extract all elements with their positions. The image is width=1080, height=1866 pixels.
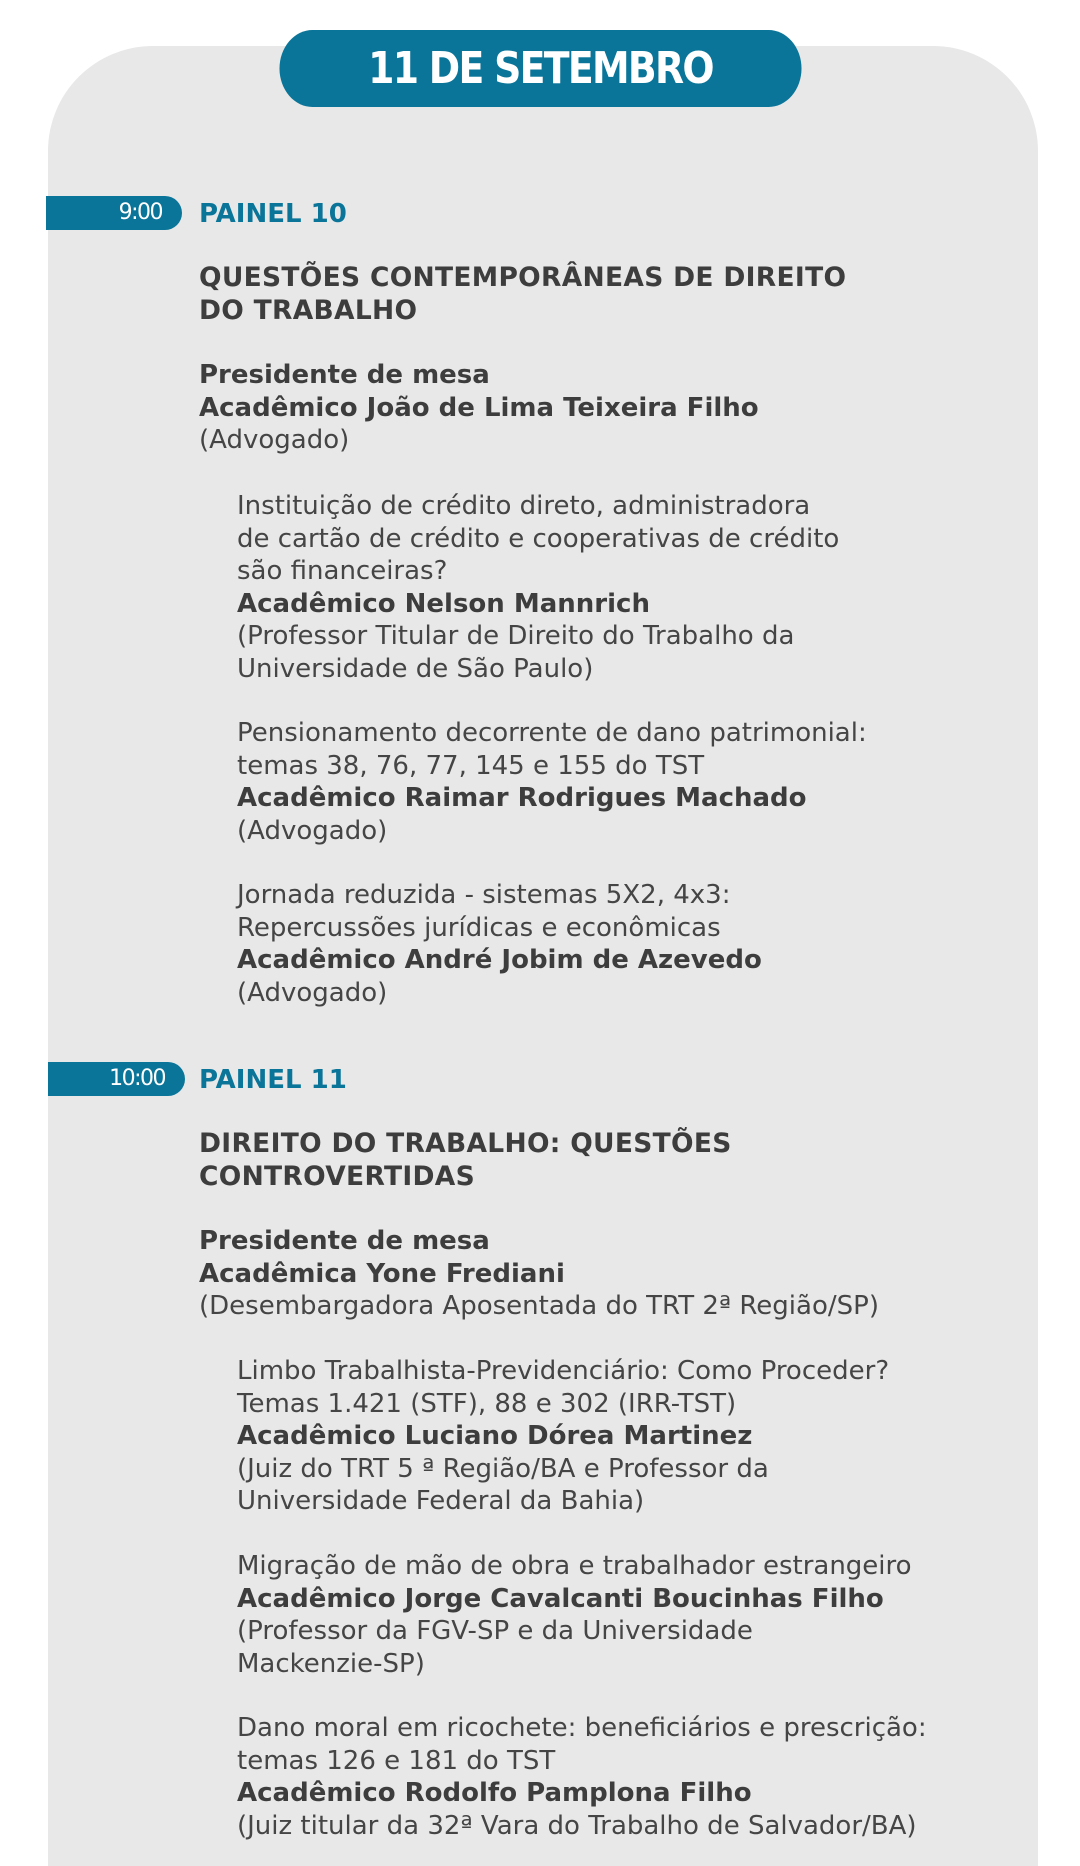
talk-item [237,1355,889,1518]
talk-item [237,879,762,1009]
talk-role: (Advogado) [237,977,388,1008]
talk-topic: de cartão de crédito e cooperativas de crédito [237,523,840,554]
talk-topic: Pensionamento decorrente de dano patrimonial: [237,718,867,748]
panel-label: PAINEL 11 [199,1065,347,1095]
talk-speaker: Acadêmico Jorge Cavalcanti Boucinhas Filho [237,1583,884,1614]
talk-topic: Limbo Trabalhista-Previdenciário: Como Proceder? [237,1356,890,1386]
president-name: Acadêmica Yone Frediani [199,1258,565,1289]
president-role: (Desembargadora Aposentada do TRT 2ª Região/SP) [199,1291,879,1321]
panel-label: PAINEL 10 [199,199,347,229]
panel-title: DIREITO DO TRABALHO: QUESTÕES CONTROVERTIDAS [199,1128,732,1192]
talk-topic: Instituição de crédito direto, administradora [237,491,811,521]
time-badge: 10:00 [48,1062,185,1096]
panel-president [199,359,759,457]
talk-role: Mackenzie-SP) [237,1648,425,1679]
talk-item [237,717,867,847]
date-header: 11 DE SETEMBRO [279,30,801,107]
talk-speaker: Acadêmico Rodolfo Pamplona Filho [237,1778,752,1808]
talk-speaker: Acadêmico Luciano Dórea Martinez [237,1421,753,1451]
talk-role: (Professor da FGV-SP e da Universidade [237,1616,753,1646]
president-name: Acadêmico João de Lima Teixeira Filho [199,392,759,423]
talk-item [237,1712,927,1842]
panel-president [199,1225,879,1323]
talk-role: (Juiz titular da 32ª Vara do Trabalho de Salvador/BA) [237,1810,917,1841]
talk-topic: temas 38, 76, 77, 145 e 155 do TST [237,750,705,781]
president-heading: Presidente de mesa [199,360,490,390]
talk-topic: Dano moral em ricochete: beneficiários e prescrição: [237,1713,927,1743]
talk-item [237,1550,912,1680]
talk-topic: Repercussões jurídicas e econômicas [237,912,721,943]
president-heading: Presidente de mesa [199,1226,490,1256]
talk-role: (Advogado) [237,815,388,846]
talk-topic: Jornada reduzida - sistemas 5X2, 4x3: [237,880,731,910]
panel-title: QUESTÕES CONTEMPORÂNEAS DE DIREITO DO TRABALHO [199,262,847,326]
talk-speaker: Acadêmico Raimar Rodrigues Machado [237,783,807,813]
talk-topic: Migração de mão de obra e trabalhador estrangeiro [237,1551,912,1581]
talk-role: Universidade Federal da Bahia) [237,1486,645,1516]
talk-topic: temas 126 e 181 do TST [237,1745,556,1776]
talk-speaker: Acadêmico Nelson Mannrich [237,588,650,619]
talk-topic: Temas 1.421 (STF), 88 e 302 (IRR-TST) [237,1388,737,1419]
president-role: (Advogado) [199,425,350,455]
time-badge: 9:00 [46,196,182,230]
talk-speaker: Acadêmico André Jobim de Azevedo [237,945,762,975]
talk-topic: são financeiras? [237,556,448,586]
talk-item [237,490,839,685]
talk-role: (Professor Titular de Direito do Trabalho da [237,621,795,651]
talk-role: Universidade de São Paulo) [237,653,594,684]
talk-role: (Juiz do TRT 5 ª Região/BA e Professor da [237,1453,769,1484]
